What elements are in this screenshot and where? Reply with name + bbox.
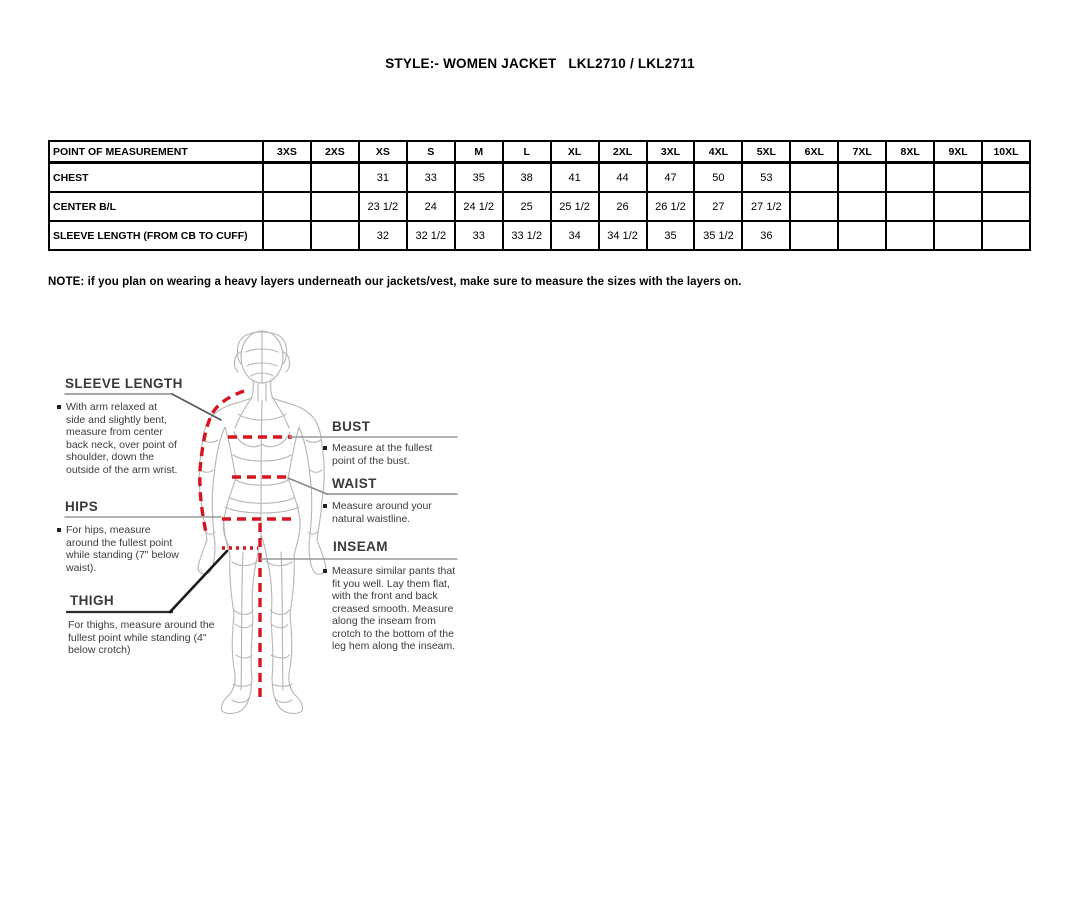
size-column-header: XS xyxy=(359,141,407,163)
hips-heading: HIPS xyxy=(65,499,99,514)
size-value-cell: 47 xyxy=(647,163,695,193)
size-value-cell: 31 xyxy=(359,163,407,193)
thigh-description: For thighs, measure around the fullest point while standing (4" below crotch) xyxy=(68,619,215,656)
size-value-cell: 23 1/2 xyxy=(359,192,407,221)
size-value-cell: 33 1/2 xyxy=(503,221,551,250)
bullet-icon xyxy=(323,504,327,508)
guide-bust xyxy=(332,419,370,434)
size-value-cell: 26 xyxy=(599,192,647,221)
inseam-description: Measure similar pants that fit you well. Lay them flat, with the front and back creased smooth. Measure along the inseam from crotch to the bottom of the leg hem along the inseam. xyxy=(323,565,463,653)
size-column-header: 4XL xyxy=(694,141,742,163)
size-value-cell: 50 xyxy=(694,163,742,193)
bullet-icon xyxy=(57,405,61,409)
guide-hips xyxy=(65,499,98,514)
bust-description: Measure at the fullest point of the bust. xyxy=(323,442,457,467)
size-value-cell: 32 xyxy=(359,221,407,250)
size-value-cell: 34 1/2 xyxy=(599,221,647,250)
thigh-heading: THIGH xyxy=(70,593,114,608)
size-value-cell: 27 1/2 xyxy=(742,192,790,221)
bullet-icon xyxy=(323,569,327,573)
size-value-cell: 26 1/2 xyxy=(647,192,695,221)
size-value-cell: 25 xyxy=(503,192,551,221)
size-column-header: 3XS xyxy=(263,141,311,163)
sleeve-length-heading: SLEEVE LENGTH xyxy=(65,376,183,391)
size-column-header: 6XL xyxy=(790,141,838,163)
bullet-icon xyxy=(57,528,61,532)
size-value-cell: 36 xyxy=(742,221,790,250)
size-column-header: M xyxy=(455,141,503,163)
size-column-header: 10XL xyxy=(982,141,1030,163)
size-value-cell: 32 1/2 xyxy=(407,221,455,250)
waist-heading: WAIST xyxy=(332,476,377,491)
size-value-cell: 33 xyxy=(407,163,455,193)
guide-waist xyxy=(332,476,377,491)
guide-thigh xyxy=(70,593,114,608)
sleeve-length-description: With arm relaxed at side and slightly bent, measure from center back neck, over point of shoulder, down the outside of the arm wrist. xyxy=(57,401,179,476)
note-text: NOTE: if you plan on wearing a heavy layers underneath our jackets/vest, make sure to measure the sizes with the layers on. xyxy=(48,276,742,288)
measurement-column-header: POINT OF MEASUREMENT xyxy=(49,141,263,163)
inseam-heading: INSEAM xyxy=(333,539,388,554)
row-label: CHEST xyxy=(49,163,263,193)
waist-description: Measure around your natural waistline. xyxy=(323,500,457,525)
size-column-header: 2XS xyxy=(311,141,359,163)
size-column-header: 7XL xyxy=(838,141,886,163)
bullet-icon xyxy=(323,446,327,450)
guide-sleeve-length xyxy=(65,376,183,391)
size-column-header: 5XL xyxy=(742,141,790,163)
page-title: STYLE:- WOMEN JACKET LKL2710 / LKL2711 xyxy=(385,56,695,71)
size-value-cell: 27 xyxy=(694,192,742,221)
size-column-header: 9XL xyxy=(934,141,982,163)
size-value-cell: 25 1/2 xyxy=(551,192,599,221)
size-column-header: XL xyxy=(551,141,599,163)
row-label: CENTER B/L xyxy=(49,192,263,221)
guide-inseam xyxy=(333,539,388,554)
size-value-cell: 35 1/2 xyxy=(694,221,742,250)
size-value-cell: 24 xyxy=(407,192,455,221)
size-value-cell: 33 xyxy=(455,221,503,250)
size-value-cell: 35 xyxy=(647,221,695,250)
hips-description: For hips, measure around the fullest point while standing (7" below waist). xyxy=(57,524,185,574)
size-column-header: S xyxy=(407,141,455,163)
size-value-cell: 41 xyxy=(551,163,599,193)
size-value-cell: 44 xyxy=(599,163,647,193)
size-column-header: 2XL xyxy=(599,141,647,163)
row-label: SLEEVE LENGTH (FROM CB TO CUFF) xyxy=(49,221,263,250)
size-value-cell: 38 xyxy=(503,163,551,193)
bust-heading: BUST xyxy=(332,419,371,434)
size-value-cell: 35 xyxy=(455,163,503,193)
size-value-cell: 34 xyxy=(551,221,599,250)
size-column-header: L xyxy=(503,141,551,163)
size-column-header: 3XL xyxy=(647,141,695,163)
size-column-header: 8XL xyxy=(886,141,934,163)
size-value-cell: 53 xyxy=(742,163,790,193)
size-value-cell: 24 1/2 xyxy=(455,192,503,221)
